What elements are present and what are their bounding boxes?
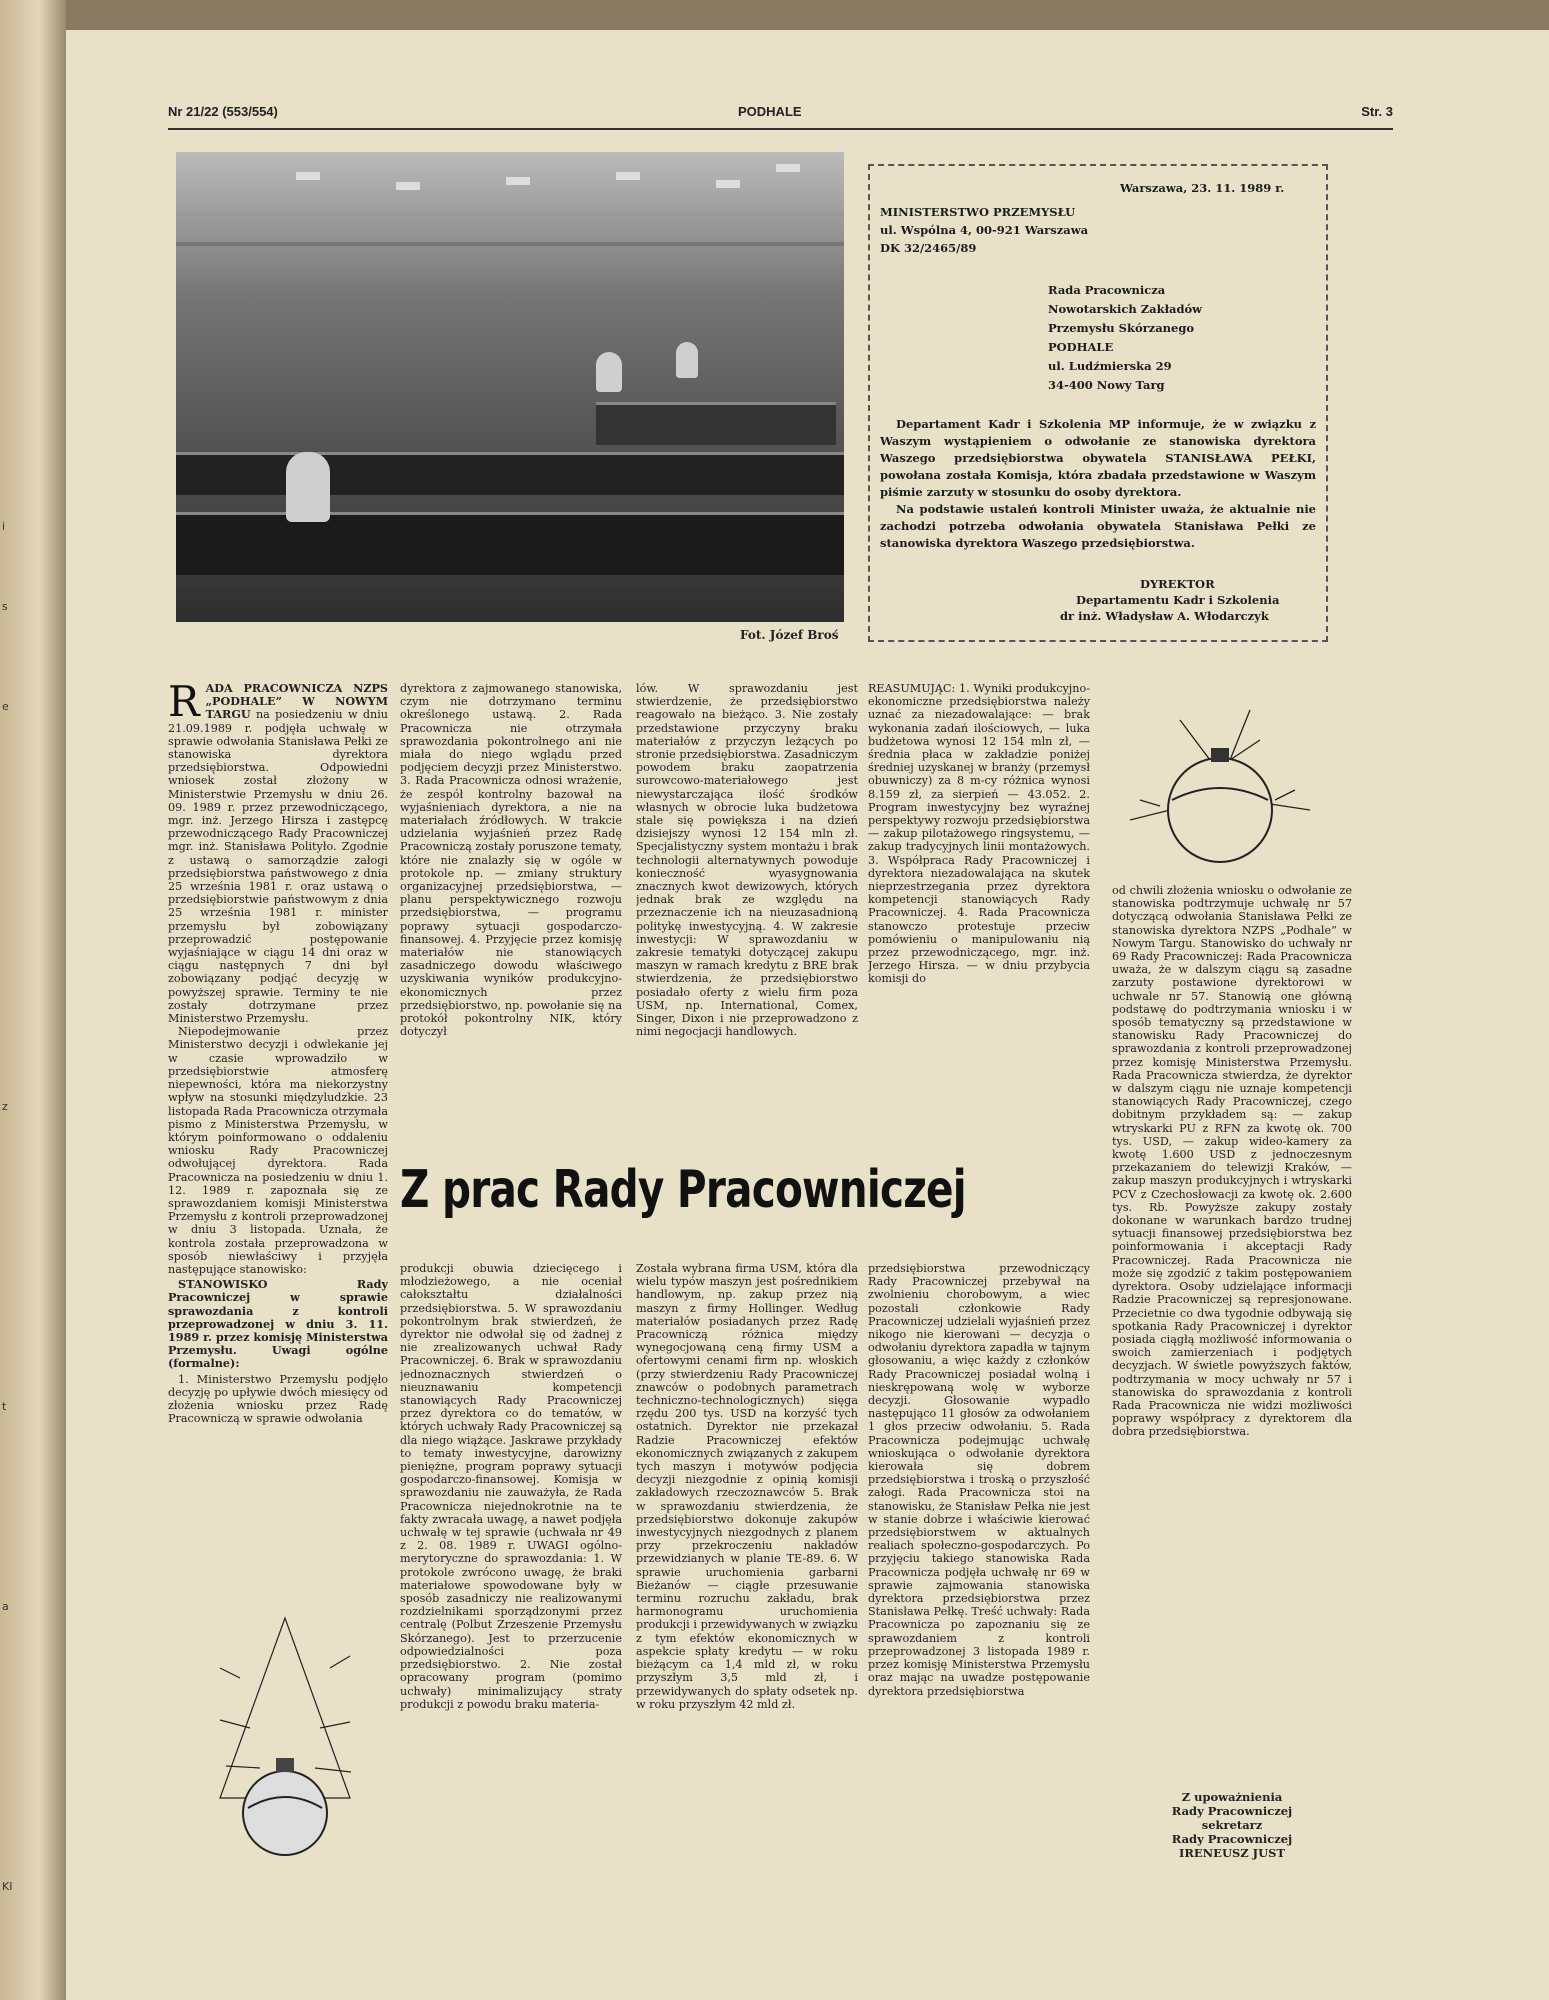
article-column-3a: lów. W sprawozdaniu jest stwierdzenie, że przedsiębiorstwo reagowało na bieżąco. 3. Nie zostały przedstawione przyczyny braku materiałów z przyczyn leżących po stronie przedsiębiorstwa. Zasadniczym powodem braku zaopatrzenia surowcowo-materiałowego jest niewystarczająca ilość środków własnych w obrocie luka budżetowa stale się powiększa i na dzień dzisiejszy wynosi 12 154 mln zł. Specjalistyczny system montażu i brak technologii alternatywnych powoduje konieczność wyasygnowania znacznych kwot dewizowych, których jednak brak ze względu na przeznaczenie ich na nieuzasadnioną politykę inwestycyjną. 4. W zakresie inwestycji: W sprawozdaniu w zakresie tematyki dotyczącej zakupu maszyn w ramach kredytu z BRE brak stwierdzenia, że przedsiębiorstwo posiadało oferty z wielu firm poza USM, np. International, Comex, Singer, Dixon i nie przeprowadzono z nimi negocjacji handlowych. [636, 682, 858, 1039]
letter-recipient-5: ul. Ludźmierska 29 [1048, 359, 1172, 373]
letter-paragraph: Departament Kadr i Szkolenia MP informuje, że w związku z Waszym wystąpieniem o odwołanie ze stanowiska dyrektora Waszego przedsiębiorstwa obywatela STANISŁAWA PEŁKI, powołana została Komisja, która zbadała przedstawione w Waszym piśmie zarzuty w stosunku do osoby dyrektora. [880, 417, 1316, 499]
article-column-1 [168, 682, 388, 1572]
letter-recipient-4: PODHALE [1048, 340, 1114, 354]
letter-signatory-dept: Departamentu Kadr i Szkolenia [1076, 593, 1280, 607]
facing-page-edge: i s e z t a KI [0, 0, 66, 2000]
section-heading: STANOWISKO Rady Pracowniczej w sprawie sprawozdania z kontroli przeprowadzonej w dniu 3. 11. 1989 r. przez komisję Ministerstwa Przemysłu. Uwagi ogólne (formalne): [168, 1277, 388, 1371]
signature-line: Z upoważnienia [1181, 1790, 1283, 1804]
signature-line: Rady Pracowniczej [1171, 1804, 1293, 1818]
article-column-4a: REASUMUJĄC: 1. Wyniki produkcyjno-ekonomiczne przedsiębiorstwa należy uznać za niezadowalające: — brak wykonania zadań ilościowych, — luka budżetowa wynosi 12 154 mln zł, — średnia płaca w zakładzie poniżej średniej uzyskanej w branży (przemysł obuwniczy) za 8 m-cy różnica wynosi 8.159 zł, za sierpień — 43.052. 2. Program inwestycyjny bez wyraźnej perspektywy rozwoju przedsiębiorstwa — zakup pilotażowego ringsystemu, — zakup tradycyjnych linii montażowych. 3. Współpraca Rady Pracowniczej i dyrektora niezadowalająca na skutek nieprzestrzegania przez dyrektora kompetencji stanowiących Rady Pracowniczej. 4. Rada Pracownicza stanowczo protestuje przeciw pomówieniu o manipulowaniu nią przez przewodniczącego, mgr. inż. Jerzego Hirsza. — w dniu przybycia komisji do [868, 682, 1090, 986]
issue-number: Nr 21/22 (553/554) [168, 104, 278, 119]
page-header [168, 104, 1393, 126]
christmas-bauble-illustration [1120, 700, 1320, 880]
letter-recipient-2: Nowotarskich Zakładów [1048, 302, 1203, 316]
letter-sender-address: ul. Wspólna 4, 00-921 Warszawa [880, 223, 1089, 237]
letter-signatory-name: dr inż. Władysław A. Włodarczyk [1060, 609, 1269, 623]
letter-recipient-3: Przemysłu Skórzanego [1048, 321, 1195, 335]
letter-sender: MINISTERSTWO PRZEMYSŁU [880, 205, 1076, 219]
letter-date: Warszawa, 23. 11. 1989 r. [1120, 181, 1285, 195]
article-text: na posiedzeniu w dniu 21.09.1989 r. podjęła uchwałę w sprawie odwołania Stanisława Pełki ze stanowiska dyrektora przedsiębiorstwa. Odpowiedni wniosek został złożony w Ministerstwie Przemysłu w dniu 26. 09. 1989 r. przez przewodniczącego, mgr. inż. Jerzego Hirsza i zastępcę przewodniczącego Rady Pracowniczej mgr. inż. Stanisława Polityło. Zgodnie z ustawą o samorządzie załogi przedsiębiorstwa państwowego z dnia 25 września 1981 r. oraz ustawą o przedsiębiorstwie państwowym z dnia 25 września 1981 r. minister przemysłu był zobowiązany przeprowadzić postępowanie wyjaśniające w ciągu 14 dni oraz w ciągu następnych 7 dni był zobowiązany podjąć decyzję w powyższej sprawie. Terminy te nie zostały dotrzymane przez Ministerstwo Przemysłu. [168, 708, 388, 1026]
header-rule [168, 128, 1393, 130]
letter-recipient-6: 34-400 Nowy Targ [1048, 378, 1165, 392]
letter-recipient-1: Rada Pracownicza [1048, 283, 1166, 297]
page-number: Str. 3 [1361, 104, 1393, 119]
article-text: Niepodejmowanie przez Ministerstwo decyzji i odwlekanie jej w czasie wprowadziło w przedsiębiorstwie atmosferę niepewności, która ma niekorzystny wpływ na stosunki międzyludzkie. 23 listopada Rada Pracownicza otrzymała pismo z Ministerstwa Przemysłu, w którym poinformowano o oddaleniu wniosku Rady Pracowniczej odwołującej dyrektora. Rada Pracownicza na posiedzeniu w dniu 1. 12. 1989 r. zapoznała się ze sprawozdaniem komisji Ministerstwa Przemysłu z kontroli przeprowadzonej w dniu 3 listopada. Uznała, że kontrola została przeprowadzona w sposób niewłaściwy i przyjęła następujące stanowisko: [168, 1025, 388, 1276]
article-column-5: od chwili złożenia wniosku o odwołanie ze stanowiska podtrzymuje uchwałę nr 57 dotyczącą odwołania Stanisława Pełki ze stanowiska dyrektora NZPS „Podhale” w Nowym Targu. Stanowisko do uchwały nr 69 Rady Pracowniczej: Rada Pracownicza uważa, że w dalszym ciągu są zasadne zarzuty postawione dyrektorowi w uchwale nr 57. Stanowią one główną podstawę do podtrzymania wniosku i w sposób tematyczny są przedstawione w stanowisku Rady Pracowniczej do sprawozdania z kontroli przeprowadzonej przez komisję Ministerstwa Przemysłu. Rada Pracownicza stwierdza, że dyrektor w dalszym ciągu nie uznaje kompetencji stanowiących Rady Pracowniczej, czego dobitnym przykładem są: — zakup wtryskarki PU z RFN za kwotę ok. 700 tys. USD, — zakup wideo-kamery za kwotę 1.600 USD z jednoczesnym przekazaniem do telewizji Kraków, — zakup maszyn produkcyjnych i wtryskarki PCV z Czechosłowacji za kwotę ok. 2.600 tys. Rb. Powyższe zakupy zostały dokonane w warunkach bardzo trudnej sytuacji finansowej przedsiębiorstwa bez poinformowania i akceptacji Rady Pracowniczej. Rada Pracownicza nie może się zgodzić z takim postępowaniem dyrektora. Osoby udzielające informacji Radzie Pracowniczej są represjonowane. Przecietnie co dwa tygodnie odbywają się spotkania Rady Pracowniczej i dyrektor posiada ciągłą możliwość informowania o swoich zamierzeniach i podjętych decyzjach. W świetle powyższych faktów, podtrzymania w mocy uchwały nr 57 i stanowiska do sprawozdania z kontroli Rada Pracownicza nie widzi możliwości poprawy współpracy z dyrektorem dla dobra przedsiębiorstwa. [1112, 884, 1352, 1439]
signature-line: Rady Pracowniczej [1171, 1832, 1293, 1846]
letter-body [880, 416, 1316, 552]
letter-reference: DK 32/2465/89 [880, 241, 977, 255]
article-column-4b: przedsiębiorstwa przewodniczący Rady Pracowniczej przebywał na zwolnieniu chorobowym, a wiec pozostali członkowie Rady Pracowniczej udzielali wyjaśnień przez nikogo nie kierowani — decyzja o odwołaniu dyrektora zapadła w tajnym głosowaniu, a więc każdy z członków Rady Pracowniczej posiadał wolną i nieskrępowaną wolę w wyborze decyzji. Głosowanie wypadło następująco 11 głosów za odwołaniem 1 głos przeciw odwołaniu. 5. Rada Pracownicza podejmując uchwałę wnioskująca o odwołanie dyrektora kierowała się dobrem przedsiębiorstwa i troską o przyszłość załogi. Rada Pracownicza stoi na stanowisku, że Stanisław Pełka nie jest w stanie dobrze i właściwie kierować przedsiębiorstwem w aktualnych realiach społeczno-gospodarczych. Po przyjęciu takiego stanowiska Rada Pracownicza podjęła uchwałę nr 69 w sprawie zajmowania stanowiska dyrektora przedsiębiorstwa przez Stanisława Pełkę. Treść uchwały: Rada Pracownicza po zapoznaniu się ze sprawozdaniem z kontroli przeprowadzonej 3 listopada 1989 r. przez komisję Ministerstwa Przemysłu oraz mając na uwadze postępowanie dyrektora przedsiębiorstwa [868, 1262, 1090, 1698]
factory-photo [176, 152, 844, 622]
letter-paragraph: Na podstawie ustaleń kontroli Minister uważa, że aktualnie nie zachodzi potrzeba odwołania obywatela Stanisława Pełki ze stanowiska dyrektora Waszego przedsiębiorstwa. [880, 502, 1316, 550]
paper-name: PODHALE [738, 104, 802, 119]
christmas-ornament-illustration [180, 1608, 390, 1868]
article-column-3b: Została wybrana firma USM, która dla wielu typów maszyn jest pośrednikiem handlowym, np. zakup przez nią maszyn z firmy Hollinger. Według materiałów posiadanych przez Radę Pracowniczą różnica między wynegocjowaną ceną firmy USM a ofertowymi cenami firm np. włoskich (przy stwierdzeniu Rady Pracowniczej znawców o podobnych parametrach techniczno-technologicznych) sięga rzędu 200 tys. USD na korzyść tych ostatnich. Dyrektor nie przekazał Radzie Pracowniczej efektów ekonomicznych związanych z zakupem tych maszyn i motywów podjęcia decyzji niezgodnie z opinią komisji zakładowych rzeczoznawców 5. Brak w sprawozdaniu stwierdzenia, że przedsiębiorstwo dokonuje zakupów inwestycyjnych niezgodnych z planem przy przekroczeniu nakładów przewidzianych w planie TE-89. 6. W sprawie uruchomienia garbarni Bieżanów — ciągłe przesuwanie terminu rozruchu zakładu, brak harmonogramu uruchomienia produkcji i przewidywanych w związku z tym efektów ekonomicznych w aspekcie spłaty kredytu — w roku bieżącym ca 1,4 mld zł, w roku przyszłym 3,5 mld zł, i przewidywanych do spłaty odsetek np. w roku przyszłym 42 mld zł. [636, 1262, 858, 1711]
ministry-letter [868, 164, 1328, 642]
photo-credit: Fot. Józef Broś [740, 628, 839, 642]
article-column-2a: dyrektora z zajmowanego stanowiska, czym nie dotrzymano terminu określonego ustawą. 2. Rada Pracownicza nie otrzymała sprawozdania pokontrolnego ani nie miała do niego wglądu przed podjęciem decyzji przez Ministerstwo. 3. Rada Pracownicza odnosi wrażenie, że zespół kontrolny bazował na wyjaśnieniach dyrektora, a nie na materiałach źródłowych. W trakcie udzielania wyjaśnień przez Radę Pracowniczą zostały poruszone tematy, które nie znalazły się w ogóle w protokole np. — zmiany struktury organizacyjnej przedsiębiorstwa, — planu perspektywicznego rozwoju przedsiębiorstwa, — programu poprawy sytuacji gospodarczo-finansowej. 4. Przyjęcie przez komisję materiałów nie stanowiących zasadniczego dowodu właściwego uzyskiwania wyników produkcyjno-ekonomicznych przez przedsiębiorstwo, np. powołanie się na protokół pokontrolny NIK, który dotyczył [400, 682, 622, 1039]
signature-block [1112, 1790, 1352, 1860]
article-column-2b: produkcji obuwia dziecięcego i młodzieżowego, a nie oceniał całokształtu działalności przedsiębiorstwa. 5. W sprawozdaniu pokontrolnym brak stwierdzeń, że dyrektor nie odwołał się od żadnej z nie zrealizowanych uchwał Rady Pracowniczej. 6. Brak w sprawozdaniu jednoznacznych stwierdzeń o nieuznawaniu kompetencji stanowiących Rady Pracowniczej przez dyrektora co do tematów, w których uchwały Rady Pracowniczej są dla niego wiążące. Jaskrawe przykłady to tematy inwestycyjne, darowizny pieniężne, program poprawy sytuacji gospodarczo-finansowej. Komisja w sprawozdaniu nie zauważyła, że Rada Pracownicza niejednokrotnie na te fakty zwracała uwagę, a nawet podjęła uchwałę w tej sprawie (uchwała nr 49 z 2. 08. 1989 r. UWAGI ogólno-merytoryczne do sprawozdania: 1. W protokole zwrócono uwagę, że braki materiałowe spowodowane były w sposób zasadniczy nie realizowanymi rozdzielnikami sporządzonymi przez centralę (Polbut Zrzeszenie Przemysłu Skórzanego). Jest to przerzucenie odpowiedzialności poza przedsiębiorstwo. 2. Nie został opracowany program (pomimo uchwały) minimalizujący straty produkcji z powodu braku materia- [400, 1262, 622, 1711]
letter-signatory-title: DYREKTOR [1140, 577, 1215, 591]
signature-line: sekretarz [1201, 1818, 1263, 1832]
article-text: 1. Ministerstwo Przemysłu podjęło decyzję po upływie dwóch miesięcy od złożenia wniosku przez Radę Pracowniczą w sprawie odwołania [168, 1372, 388, 1426]
article-lead: ADA PRACOWNICZA NZPS „PODHALE” W NOWYM TARGU [205, 682, 388, 722]
signature-name: IRENEUSZ JUST [1178, 1846, 1286, 1860]
drop-cap: R [168, 682, 200, 726]
article-headline: Z prac Rady Pracowniczej [400, 1160, 966, 1220]
